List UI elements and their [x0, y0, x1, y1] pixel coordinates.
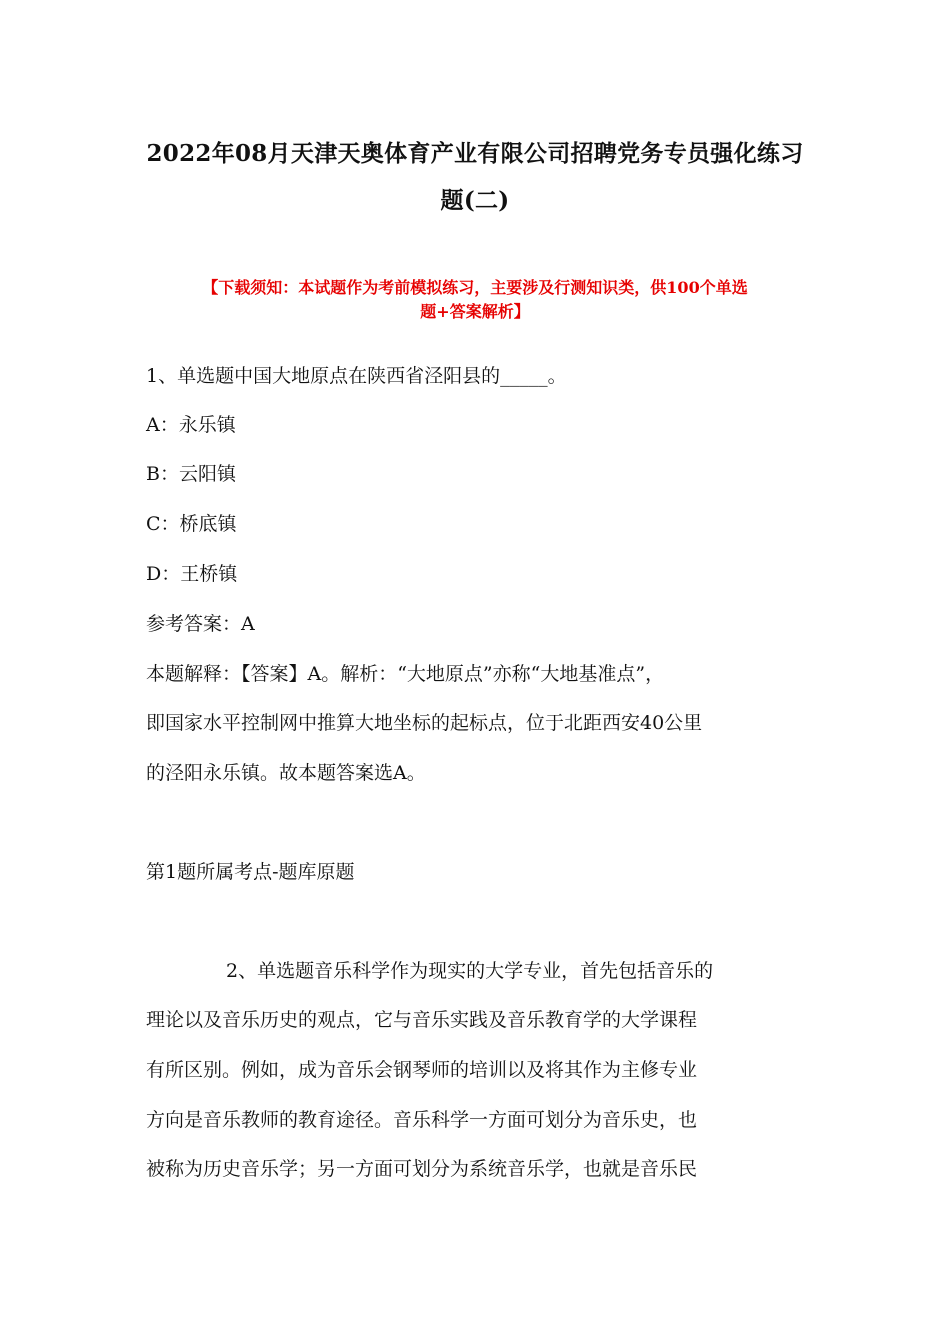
document-title-line-1: 2022年08月天津天奥体育产业有限公司招聘党务专员强化练习 — [146, 140, 804, 167]
question-2-line-5: 被称为历史音乐学；另一方面可划分为系统音乐学，也就是音乐民 — [146, 1158, 698, 1180]
question-2-line-4: 方向是音乐教师的教育途径。音乐科学一方面可划分为音乐史，也 — [146, 1109, 698, 1131]
question-1-topic: 第1题所属考点-题库原题 — [146, 861, 355, 883]
question-1-answer: 参考答案：A — [146, 613, 255, 635]
document-title-line-2: 题(二) — [440, 187, 510, 214]
question-1-explanation-line-1: 本题解释：【答案】A。解析：“大地原点”亦称“大地基准点”， — [146, 663, 665, 685]
question-1-explanation-line-3: 的泾阳永乐镇。故本题答案选A。 — [146, 762, 426, 784]
download-notice-line-2: 题+答案解析】 — [420, 302, 530, 321]
question-1-option-c: C：桥底镇 — [146, 513, 237, 535]
question-1-option-a: A：永乐镇 — [146, 414, 236, 436]
question-2-line-1: 2、单选题音乐科学作为现实的大学专业，首先包括音乐的 — [226, 960, 714, 982]
download-notice-line-1: 【下载须知：本试题作为考前模拟练习，主要涉及行测知识类，供100个单选 — [202, 278, 748, 297]
question-2-line-2: 理论以及音乐历史的观点，它与音乐实践及音乐教育学的大学课程 — [146, 1009, 698, 1031]
question-2-line-3: 有所区别。例如，成为音乐会钢琴师的培训以及将其作为主修专业 — [146, 1059, 698, 1081]
question-1-option-d: D：王桥镇 — [146, 563, 238, 585]
question-1-stem: 1、单选题中国大地原点在陕西省泾阳县的_____。 — [146, 365, 567, 387]
question-1-option-b: B：云阳镇 — [146, 463, 236, 485]
question-1-explanation-line-2: 即国家水平控制网中推算大地坐标的起标点，位于北距西安40公里 — [146, 712, 703, 734]
